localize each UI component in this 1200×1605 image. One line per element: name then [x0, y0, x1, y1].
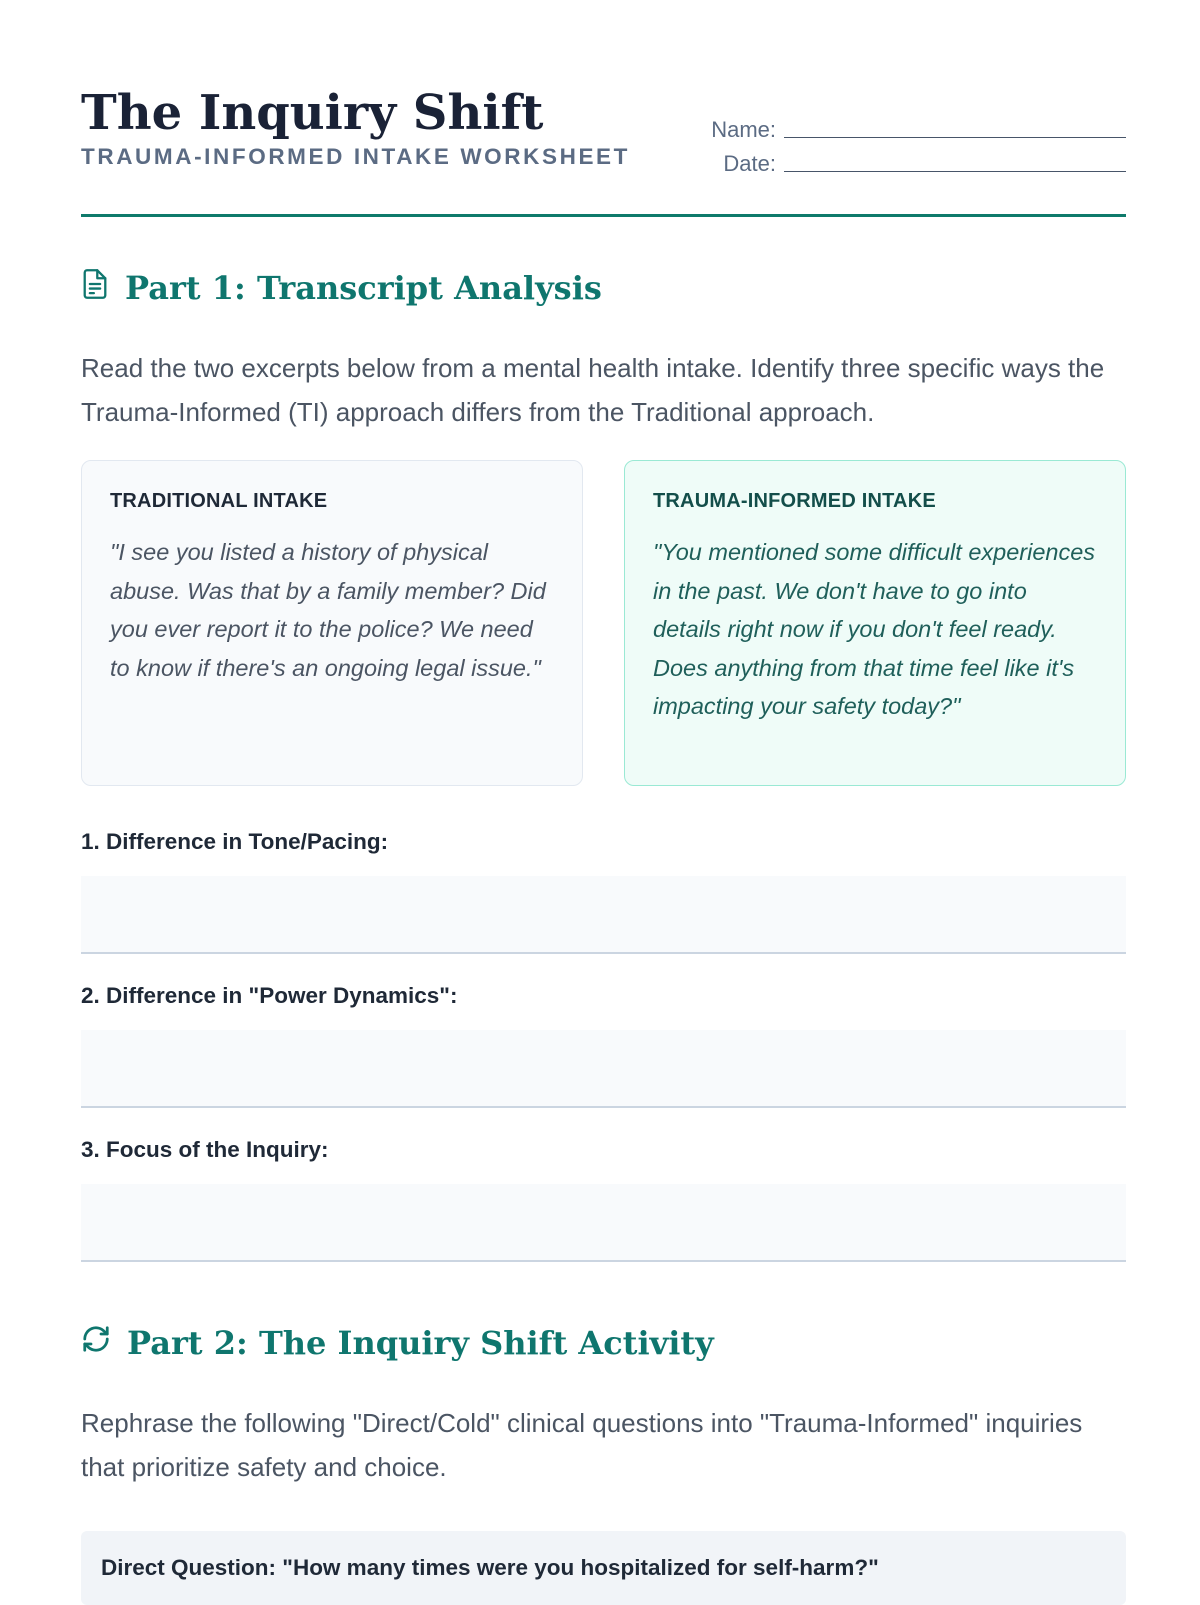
worksheet-subtitle: TRAUMA-INFORMED INTAKE WORKSHEET	[81, 144, 630, 169]
question-1	[81, 828, 1126, 954]
header-divider	[81, 214, 1126, 217]
question-label: 2. Difference in "Power Dynamics":	[81, 983, 458, 1008]
question-label: 3. Focus of the Inquiry:	[81, 1137, 329, 1162]
name-label: Name:	[711, 117, 776, 142]
traditional-intake-card	[81, 460, 583, 786]
refresh-icon	[81, 1324, 127, 1362]
date-field[interactable]	[784, 149, 1126, 172]
direct-question-box: Direct Question: "How many times were you hospitalized for self-harm?"	[81, 1531, 1126, 1605]
name-row	[686, 108, 1126, 142]
part1-intro: Read the two excerpts below from a mental health intake. Identify three specific ways the Trauma-Informed (TI) approach differs from the Traditional approach.	[81, 353, 1105, 427]
document-icon	[81, 268, 125, 308]
answer-field[interactable]	[81, 876, 1126, 954]
question-label: 1. Difference in Tone/Pacing:	[81, 829, 389, 854]
part1-heading	[81, 268, 602, 308]
part2-heading-text: Part 2: The Inquiry Shift Activity	[127, 1324, 714, 1362]
part2-heading	[81, 1324, 714, 1362]
answer-field[interactable]	[81, 1184, 1126, 1262]
question-2	[81, 982, 1126, 1108]
card-label: TRAUMA-INFORMED INTAKE	[653, 490, 936, 512]
student-meta	[686, 108, 1126, 176]
date-label: Date:	[723, 151, 776, 176]
part2-intro: Rephrase the following "Direct/Cold" clinical questions into "Trauma-Informed" inquiries that prioritize safety and choice.	[81, 1408, 1083, 1482]
part1-heading-text: Part 1: Transcript Analysis	[125, 269, 602, 307]
worksheet-title: The Inquiry Shift	[81, 85, 544, 141]
card-quote: "I see you listed a history of physical abuse. Was that by a family member? Did you ever report it to the police? We need to know if there's an ongoing legal issue."	[110, 539, 546, 681]
date-row	[686, 142, 1126, 176]
question-3	[81, 1136, 1126, 1262]
trauma-informed-intake-card	[624, 460, 1126, 786]
answer-field[interactable]	[81, 1030, 1126, 1108]
worksheet-header	[81, 86, 1126, 218]
name-field[interactable]	[784, 115, 1126, 138]
transcript-cards	[81, 460, 1126, 786]
card-label: TRADITIONAL INTAKE	[110, 490, 328, 512]
card-quote: "You mentioned some difficult experiences in the past. We don't have to go into details right now if you don't feel ready. Does anything from that time feel like it's impacting your safety today?"	[653, 539, 1096, 719]
